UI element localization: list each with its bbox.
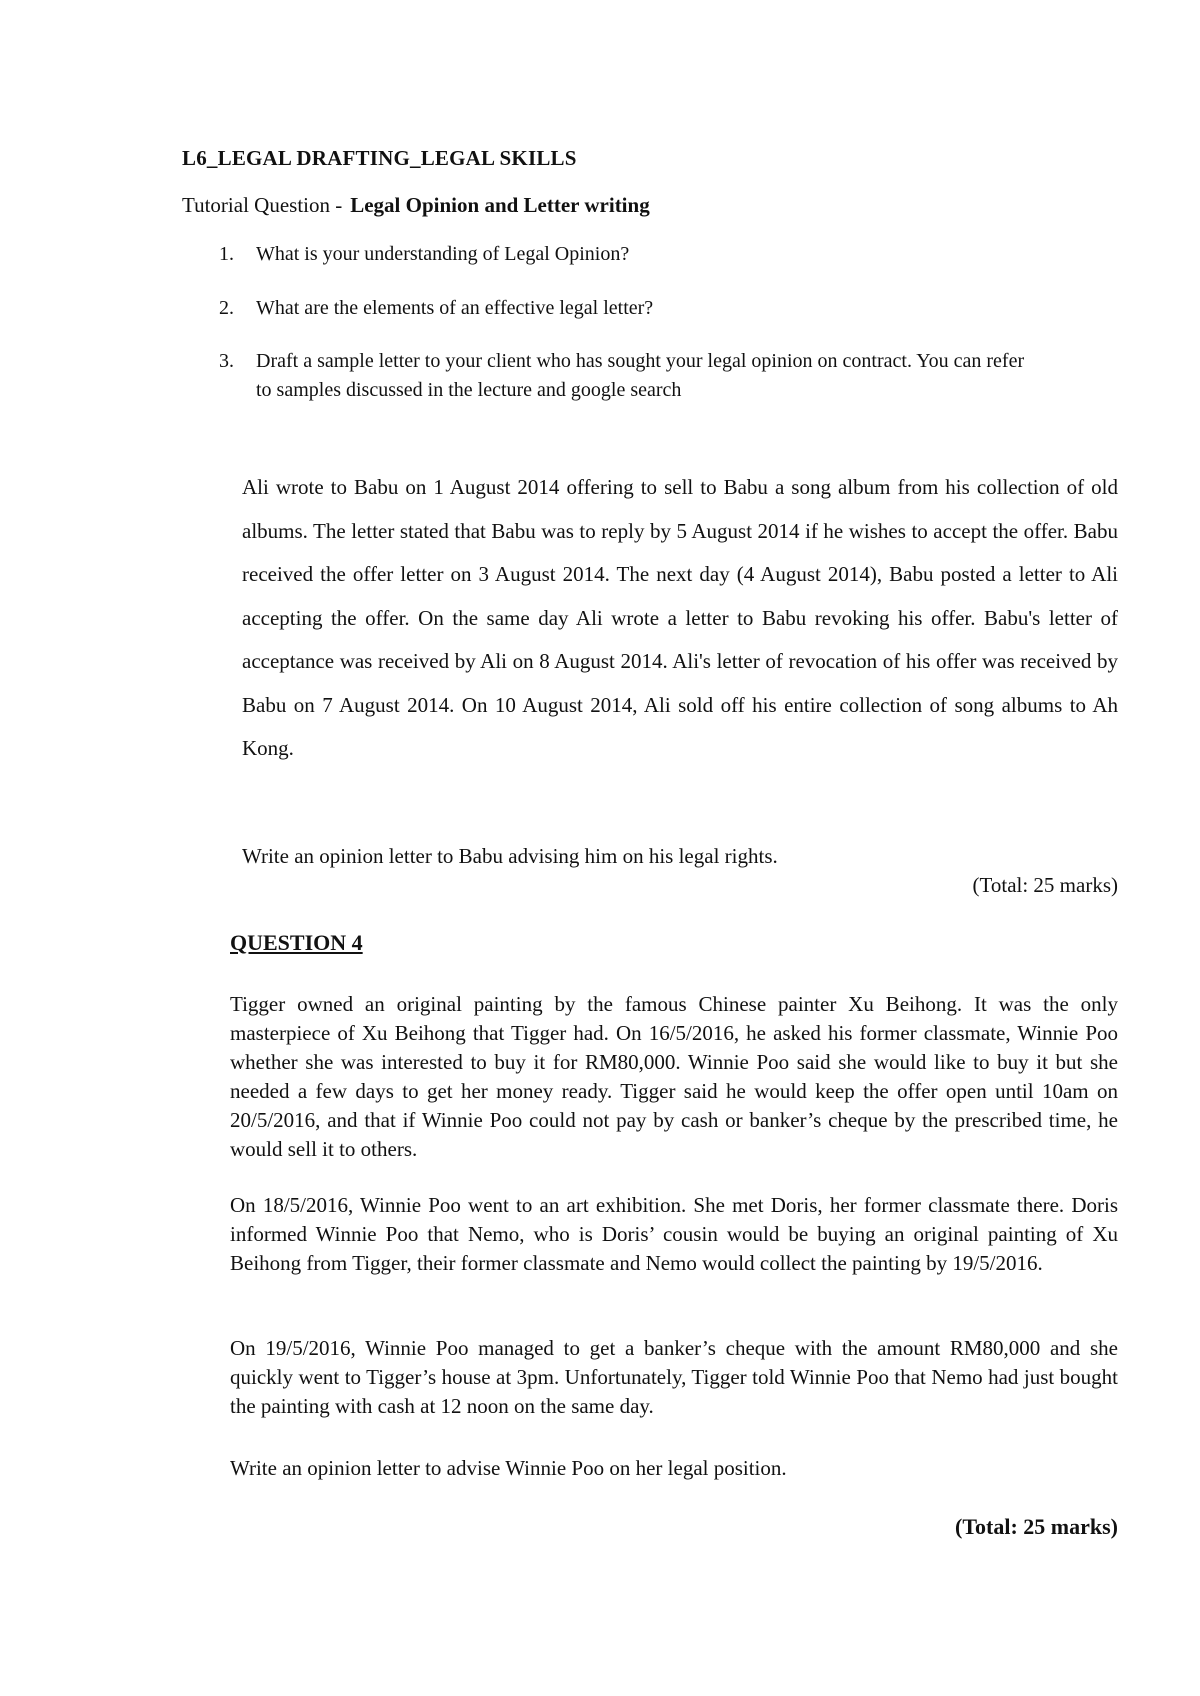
- question-text: What is your understanding of Legal Opinion?: [256, 243, 630, 265]
- question-4-instruction: Write an opinion letter to advise Winnie Poo on her legal position.: [230, 1456, 787, 1480]
- question-text: Draft a sample letter to your client who has sought your legal opinion on contract. You can refer to samples discussed in the lecture and google search: [256, 350, 1025, 401]
- scenario-instruction: Write an opinion letter to Babu advising him on his legal rights.: [242, 844, 778, 868]
- question-item: [219, 240, 1059, 269]
- question-item: [219, 294, 1059, 323]
- question-number: 2.: [219, 297, 234, 319]
- scenario-paragraph: Ali wrote to Babu on 1 August 2014 offering to sell to Babu a song album from his collection of old albums. The letter stated that Babu was to reply by 5 August 2014 if he wishes to accept the offer. Babu received the offer letter on 3 August 2014. The next day (4 August 2014), Babu posted a letter to Ali accepting the offer. On the same day Ali wrote a letter to Babu revoking his offer. Babu's letter of acceptance was received by Ali on 8 August 2014. Ali's letter of revocation of his offer was received by Babu on 7 August 2014. On 10 August 2014, Ali sold off his entire collection of song albums to Ah Kong.: [242, 475, 1118, 760]
- question-item: [219, 347, 1059, 405]
- tutorial-question-line: [182, 193, 650, 218]
- question-number: 1.: [219, 243, 234, 265]
- marks-total: (Total: 25 marks): [972, 873, 1118, 897]
- tutorial-topic: Legal Opinion and Letter writing: [350, 193, 650, 217]
- document-title: L6_LEGAL DRAFTING_LEGAL SKILLS: [182, 146, 577, 170]
- question-4-paragraph: On 18/5/2016, Winnie Poo went to an art exhibition. She met Doris, her former classmate there. Doris informed Winnie Poo that Nemo, who is Doris’ cousin would be buying an original painting of Xu Beihong from Tigger, their former classmate and Nemo would collect the painting by 19/5/2016.: [230, 1193, 1118, 1275]
- question-4-paragraph: On 19/5/2016, Winnie Poo managed to get a banker’s cheque with the amount RM80,000 and she quickly went to Tigger’s house at 3pm. Unfortunately, Tigger told Winnie Poo that Nemo had just bought the painting with cash at 12 noon on the same day.: [230, 1336, 1118, 1418]
- question-4-paragraph: Tigger owned an original painting by the famous Chinese painter Xu Beihong. It was the only masterpiece of Xu Beihong that Tigger had. On 16/5/2016, he asked his former classmate, Winnie Poo whether she was interested to buy it for RM80,000. Winnie Poo said she would like to buy it but she needed a few days to get her money ready. Tigger said he would keep the offer open until 10am on 20/5/2016, and that if Winnie Poo could not pay by cash or banker’s cheque by the prescribed time, he would sell it to others.: [230, 992, 1118, 1161]
- question-number: 3.: [219, 350, 234, 372]
- question-4-heading: QUESTION 4: [230, 930, 363, 955]
- tutorial-prefix: Tutorial Question -: [182, 193, 343, 217]
- marks-total: (Total: 25 marks): [955, 1514, 1118, 1539]
- question-text: What are the elements of an effective legal letter?: [256, 297, 654, 319]
